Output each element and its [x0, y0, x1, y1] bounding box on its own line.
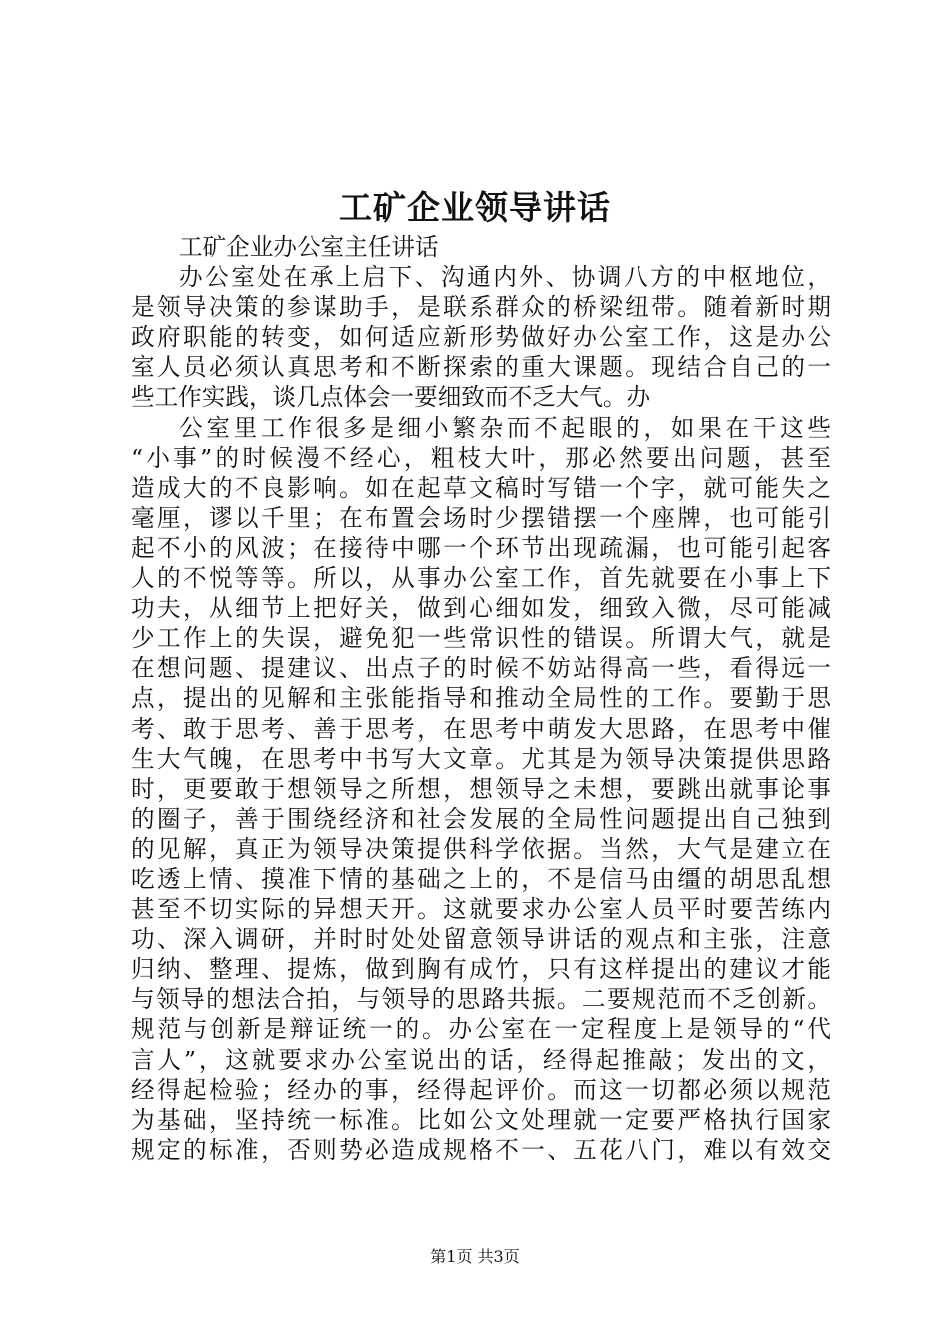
body-line: 人的不悦等等。所以，从事办公室工作，首先就要在小事上下 [131, 564, 831, 593]
body-line: 经得起检验；经办的事，经得起评价。而这一切都必须以规范 [131, 1075, 831, 1104]
body-line: 办公室处在承上启下、沟通内外、协调八方的中枢地位， [179, 263, 831, 292]
body-line: 在想问题、提建议、出点子的时候不妨站得高一些，看得远一 [131, 654, 831, 683]
body-line: 规定的标准，否则势必造成规格不一、五花八门，难以有效交 [131, 1135, 831, 1164]
body-line: 室人员必须认真思考和不断探索的重大课题。现结合自己的一 [131, 353, 831, 382]
document-title: 工矿企业领导讲话 [339, 188, 611, 227]
body-line: 政府职能的转变，如何适应新形势做好办公室工作，这是办公 [131, 323, 831, 352]
body-line: 的圈子，善于围绕经济和社会发展的全局性问题提出自己独到 [131, 804, 831, 833]
body-line: 规范与创新是辩证统一的。办公室在一定程度上是领导的“代 [131, 1015, 831, 1044]
body-line: 时，更要敢于想领导之所想，想领导之未想，要跳出就事论事 [131, 774, 831, 803]
body-line: 工矿企业办公室主任讲话 [179, 233, 439, 261]
body-line: 言人”，这就要求办公室说出的话，经得起推敲；发出的文， [131, 1045, 831, 1074]
body-line: 点，提出的见解和主张能指导和推动全局性的工作。要勤于思 [131, 684, 831, 713]
body-line: 生大气魄，在思考中书写大文章。尤其是为领导决策提供思路 [131, 744, 831, 773]
body-line: 的见解，真正为领导决策提供科学依据。当然，大气是建立在 [131, 834, 831, 863]
body-line: 吃透上情、摸准下情的基础之上的，不是信马由缰的胡思乱想 [131, 864, 831, 893]
body-line: 是领导决策的参谋助手，是联系群众的桥梁纽带。随着新时期 [131, 293, 831, 322]
body-line: 造成大的不良影响。如在起草文稿时写错一个字，就可能失之 [131, 473, 831, 502]
body-line: 公室里工作很多是细小繁杂而不起眼的，如果在干这些 [179, 413, 831, 442]
body-line: 功、深入调研，并时时处处留意领导讲话的观点和主张，注意 [131, 925, 831, 954]
body-line: 考、敢于思考、善于思考，在思考中萌发大思路，在思考中催 [131, 714, 831, 743]
body-line: 甚至不切实际的异想天开。这就要求办公室人员平时要苦练内 [131, 895, 831, 924]
document-body [131, 232, 831, 1165]
page-footer: 第1页 共3页 [430, 1247, 520, 1266]
body-line: “小事”的时候漫不经心，粗枝大叶，那必然要出问题，甚至 [131, 443, 831, 472]
body-line: 归纳、整理、提炼，做到胸有成竹，只有这样提出的建议才能 [131, 955, 831, 984]
body-line: 毫厘，谬以千里；在布置会场时少摆错摆一个座牌，也可能引 [131, 503, 831, 532]
body-line: 少工作上的失误，避免犯一些常识性的错误。所谓大气，就是 [131, 624, 831, 653]
body-line: 功夫，从细节上把好关，做到心细如发，细致入微，尽可能减 [131, 594, 831, 623]
body-line: 为基础，坚持统一标准。比如公文处理就一定要严格执行国家 [131, 1105, 831, 1134]
body-line: 与领导的想法合拍，与领导的思路共振。二要规范而不乏创新。 [131, 985, 831, 1014]
body-line: 些工作实践，谈几点体会一要细致而不乏大气。办 [131, 383, 651, 412]
body-line: 起不小的风波；在接待中哪一个环节出现疏漏，也可能引起客 [131, 533, 831, 562]
